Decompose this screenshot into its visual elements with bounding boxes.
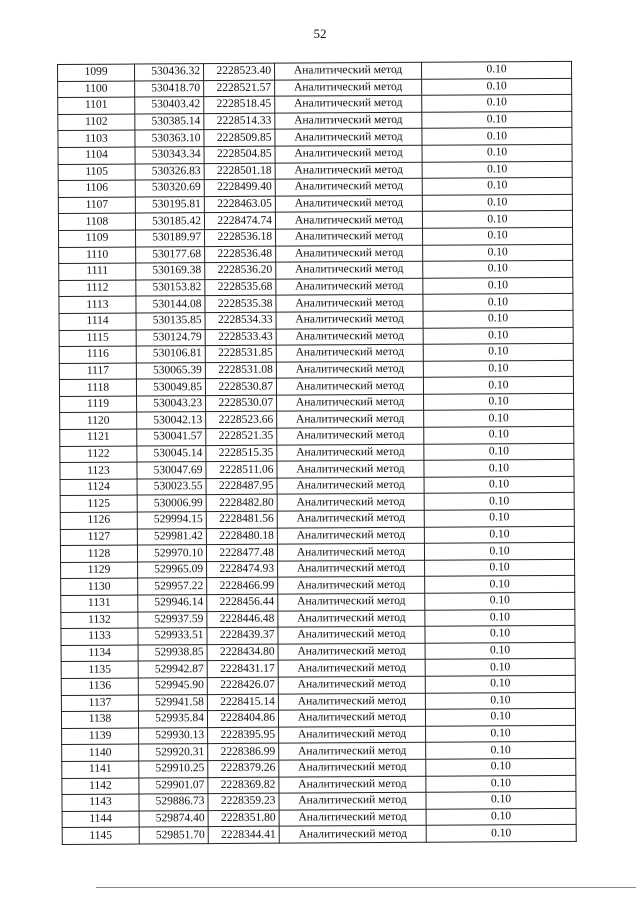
point-number-cell: 1116: [59, 346, 136, 363]
method-cell: Аналитический метод: [276, 278, 423, 295]
method-cell: Аналитический метод: [275, 195, 422, 212]
accuracy-cell: 0.10: [426, 791, 576, 809]
point-number-cell: 1123: [60, 462, 137, 479]
method-cell: Аналитический метод: [278, 577, 425, 594]
method-cell: Аналитический метод: [277, 510, 424, 527]
x-coordinate-cell: 529981.42: [137, 528, 206, 545]
y-coordinate-cell: 2228514.33: [204, 113, 275, 130]
accuracy-cell: 0.10: [423, 260, 573, 278]
method-cell: Аналитический метод: [276, 295, 423, 312]
point-number-cell: 1131: [61, 595, 138, 612]
x-coordinate-cell: 530177.68: [136, 246, 205, 263]
method-cell: Аналитический метод: [278, 709, 425, 726]
x-coordinate-cell: 530023.55: [137, 478, 206, 495]
point-number-cell: 1141: [62, 761, 139, 778]
method-cell: Аналитический метод: [277, 394, 424, 411]
point-number-cell: 1143: [62, 794, 139, 811]
point-number-cell: 1104: [58, 147, 135, 164]
x-coordinate-cell: 530006.99: [137, 495, 206, 512]
point-number-cell: 1142: [62, 778, 139, 795]
accuracy-cell: 0.10: [425, 609, 575, 627]
point-number-cell: 1120: [60, 412, 137, 429]
x-coordinate-cell: 530363.10: [135, 130, 204, 147]
point-number-cell: 1107: [58, 197, 135, 214]
method-cell: Аналитический метод: [278, 593, 425, 610]
x-coordinate-cell: 530320.69: [135, 180, 204, 197]
x-coordinate-cell: 529933.51: [138, 628, 207, 645]
point-number-cell: 1125: [60, 495, 137, 512]
method-cell: Аналитический метод: [276, 261, 423, 278]
method-cell: Аналитический метод: [276, 228, 423, 245]
accuracy-cell: 0.10: [425, 675, 575, 693]
point-number-cell: 1112: [59, 280, 136, 297]
accuracy-cell: 0.10: [424, 526, 574, 544]
x-coordinate-cell: 530144.08: [136, 296, 205, 313]
accuracy-cell: 0.10: [422, 178, 572, 196]
method-cell: Аналитический метод: [278, 643, 425, 660]
x-coordinate-cell: 530436.32: [135, 64, 204, 81]
accuracy-cell: 0.10: [425, 592, 575, 610]
y-coordinate-cell: 2228474.74: [204, 213, 275, 230]
y-coordinate-cell: 2228404.86: [207, 710, 278, 727]
point-number-cell: 1099: [58, 64, 135, 81]
point-number-cell: 1121: [60, 429, 137, 446]
y-coordinate-cell: 2228344.41: [208, 826, 279, 843]
accuracy-cell: 0.10: [423, 294, 573, 312]
method-cell: Аналитический метод: [277, 427, 424, 444]
point-number-cell: 1113: [59, 296, 136, 313]
point-number-cell: 1124: [60, 479, 137, 496]
x-coordinate-cell: 530106.81: [136, 346, 205, 363]
accuracy-cell: 0.10: [425, 642, 575, 660]
accuracy-cell: 0.10: [424, 493, 574, 511]
accuracy-cell: 0.10: [424, 543, 574, 561]
x-coordinate-cell: 530065.39: [136, 362, 205, 379]
x-coordinate-cell: 530418.70: [135, 80, 204, 97]
point-number-cell: 1126: [60, 512, 137, 529]
method-cell: Аналитический метод: [276, 378, 423, 395]
y-coordinate-cell: 2228504.85: [204, 146, 275, 163]
x-coordinate-cell: 529965.09: [138, 561, 207, 578]
x-coordinate-cell: 530047.69: [137, 462, 206, 479]
accuracy-cell: 0.10: [422, 194, 572, 212]
accuracy-cell: 0.10: [425, 626, 575, 644]
point-number-cell: 1111: [59, 263, 136, 280]
accuracy-cell: 0.10: [424, 509, 574, 527]
point-number-cell: 1109: [59, 230, 136, 247]
accuracy-cell: 0.10: [424, 476, 574, 494]
x-coordinate-cell: 530153.82: [136, 279, 205, 296]
x-coordinate-cell: 530195.81: [135, 196, 204, 213]
y-coordinate-cell: 2228395.95: [208, 727, 279, 744]
accuracy-cell: 0.10: [423, 360, 573, 378]
accuracy-cell: 0.10: [426, 758, 576, 776]
y-coordinate-cell: 2228456.44: [207, 594, 278, 611]
y-coordinate-cell: 2228415.14: [207, 694, 278, 711]
method-cell: Аналитический метод: [275, 129, 422, 146]
method-cell: Аналитический метод: [274, 62, 421, 79]
accuracy-cell: 0.10: [424, 426, 574, 444]
y-coordinate-cell: 2228439.37: [207, 627, 278, 644]
y-coordinate-cell: 2228474.93: [207, 561, 278, 578]
method-cell: Аналитический метод: [277, 411, 424, 428]
point-number-cell: 1133: [61, 628, 138, 645]
accuracy-cell: 0.10: [425, 576, 575, 594]
x-coordinate-cell: 530385.14: [135, 113, 204, 130]
point-number-cell: 1140: [62, 744, 139, 761]
x-coordinate-cell: 530041.57: [137, 429, 206, 446]
x-coordinate-cell: 529941.58: [138, 694, 207, 711]
y-coordinate-cell: 2228359.23: [208, 793, 279, 810]
page-number: 52: [313, 26, 327, 41]
point-number-cell: 1101: [58, 97, 135, 114]
x-coordinate-cell: 529945.90: [138, 678, 207, 695]
accuracy-cell: 0.10: [423, 377, 573, 395]
y-coordinate-cell: 2228434.80: [207, 644, 278, 661]
method-cell: Аналитический метод: [278, 626, 425, 643]
accuracy-cell: 0.10: [425, 559, 575, 577]
x-coordinate-cell: 530124.79: [136, 329, 205, 346]
point-number-cell: 1108: [58, 213, 135, 230]
y-coordinate-cell: 2228535.38: [205, 295, 276, 312]
y-coordinate-cell: 2228480.18: [206, 528, 277, 545]
accuracy-cell: 0.10: [422, 128, 572, 146]
method-cell: Аналитический метод: [278, 693, 425, 710]
method-cell: Аналитический метод: [277, 543, 424, 560]
point-number-cell: 1115: [59, 330, 136, 347]
accuracy-cell: 0.10: [422, 78, 572, 96]
x-coordinate-cell: 530185.42: [135, 213, 204, 230]
y-coordinate-cell: 2228386.99: [208, 744, 279, 761]
y-coordinate-cell: 2228463.05: [204, 196, 275, 213]
accuracy-cell: 0.10: [423, 277, 573, 295]
method-cell: Аналитический метод: [277, 494, 424, 511]
x-coordinate-cell: 529946.14: [138, 595, 207, 612]
coordinates-table: [57, 61, 577, 845]
y-coordinate-cell: 2228515.35: [206, 445, 277, 462]
point-number-cell: 1117: [59, 363, 136, 380]
y-coordinate-cell: 2228509.85: [204, 130, 275, 147]
accuracy-cell: 0.10: [424, 460, 574, 478]
x-coordinate-cell: 529910.25: [139, 761, 208, 778]
bottom-rule: [96, 887, 636, 888]
accuracy-cell: 0.10: [422, 211, 572, 229]
method-cell: Аналитический метод: [275, 79, 422, 96]
accuracy-cell: 0.10: [426, 825, 576, 843]
method-cell: Аналитический метод: [279, 776, 426, 793]
accuracy-cell: 0.10: [423, 310, 573, 328]
point-number-cell: 1102: [58, 114, 135, 131]
table-row: [62, 825, 576, 845]
point-number-cell: 1114: [59, 313, 136, 330]
point-number-cell: 1127: [60, 529, 137, 546]
accuracy-cell: 0.10: [426, 742, 576, 760]
accuracy-cell: 0.10: [425, 692, 575, 710]
accuracy-cell: 0.10: [424, 393, 574, 411]
y-coordinate-cell: 2228487.95: [206, 478, 277, 495]
accuracy-cell: 0.10: [426, 725, 576, 743]
method-cell: Аналитический метод: [277, 527, 424, 544]
x-coordinate-cell: 530135.85: [136, 313, 205, 330]
method-cell: Аналитический метод: [277, 444, 424, 461]
y-coordinate-cell: 2228530.07: [206, 395, 277, 412]
method-cell: Аналитический метод: [277, 477, 424, 494]
x-coordinate-cell: 530045.14: [137, 445, 206, 462]
y-coordinate-cell: 2228536.20: [205, 262, 276, 279]
y-coordinate-cell: 2228369.82: [208, 777, 279, 794]
y-coordinate-cell: 2228511.06: [206, 461, 277, 478]
method-cell: Аналитический метод: [276, 245, 423, 262]
point-number-cell: 1105: [58, 164, 135, 181]
y-coordinate-cell: 2228431.17: [207, 661, 278, 678]
point-number-cell: 1139: [62, 728, 139, 745]
point-number-cell: 1136: [61, 678, 138, 695]
y-coordinate-cell: 2228530.87: [205, 378, 276, 395]
accuracy-cell: 0.10: [421, 61, 571, 79]
y-coordinate-cell: 2228379.26: [208, 760, 279, 777]
x-coordinate-cell: 530343.34: [135, 147, 204, 164]
method-cell: Аналитический метод: [276, 328, 423, 345]
y-coordinate-cell: 2228523.66: [206, 412, 277, 429]
x-coordinate-cell: 529901.07: [139, 777, 208, 794]
x-coordinate-cell: 529970.10: [137, 545, 206, 562]
method-cell: Аналитический метод: [278, 610, 425, 627]
y-coordinate-cell: 2228534.33: [205, 312, 276, 329]
y-coordinate-cell: 2228481.56: [206, 511, 277, 528]
x-coordinate-cell: 529935.84: [138, 711, 207, 728]
y-coordinate-cell: 2228477.48: [206, 544, 277, 561]
point-number-cell: 1138: [61, 711, 138, 728]
point-number-cell: 1132: [61, 612, 138, 629]
method-cell: Аналитический метод: [275, 112, 422, 129]
point-number-cell: 1144: [62, 811, 139, 828]
accuracy-cell: 0.10: [425, 659, 575, 677]
point-number-cell: 1106: [58, 180, 135, 197]
accuracy-cell: 0.10: [422, 95, 572, 113]
accuracy-cell: 0.10: [426, 775, 576, 793]
point-number-cell: 1134: [61, 645, 138, 662]
method-cell: Аналитический метод: [279, 826, 426, 843]
method-cell: Аналитический метод: [275, 178, 422, 195]
x-coordinate-cell: 529851.70: [139, 827, 208, 844]
y-coordinate-cell: 2228536.48: [205, 246, 276, 263]
method-cell: Аналитический метод: [279, 792, 426, 809]
method-cell: Аналитический метод: [275, 95, 422, 112]
x-coordinate-cell: 530169.38: [136, 263, 205, 280]
method-cell: Аналитический метод: [277, 461, 424, 478]
point-number-cell: 1100: [58, 81, 135, 98]
method-cell: Аналитический метод: [276, 361, 423, 378]
accuracy-cell: 0.10: [423, 244, 573, 262]
coordinates-table-body: [58, 61, 577, 844]
accuracy-cell: 0.10: [423, 227, 573, 245]
x-coordinate-cell: 530049.85: [136, 379, 205, 396]
point-number-cell: 1130: [61, 578, 138, 595]
y-coordinate-cell: 2228482.80: [206, 495, 277, 512]
accuracy-cell: 0.10: [422, 161, 572, 179]
x-coordinate-cell: 530189.97: [136, 230, 205, 247]
method-cell: Аналитический метод: [278, 660, 425, 677]
accuracy-cell: 0.10: [422, 111, 572, 129]
point-number-cell: 1137: [61, 695, 138, 712]
point-number-cell: 1110: [59, 247, 136, 264]
y-coordinate-cell: 2228499.40: [204, 179, 275, 196]
y-coordinate-cell: 2228466.99: [207, 578, 278, 595]
x-coordinate-cell: 529942.87: [138, 661, 207, 678]
x-coordinate-cell: 530043.23: [137, 395, 206, 412]
point-number-cell: 1118: [59, 379, 136, 396]
accuracy-cell: 0.10: [426, 808, 576, 826]
method-cell: Аналитический метод: [279, 809, 426, 826]
x-coordinate-cell: 529886.73: [139, 794, 208, 811]
y-coordinate-cell: 2228501.18: [204, 163, 275, 180]
method-cell: Аналитический метод: [275, 145, 422, 162]
accuracy-cell: 0.10: [424, 443, 574, 461]
y-coordinate-cell: 2228523.40: [204, 63, 275, 80]
method-cell: Аналитический метод: [279, 743, 426, 760]
x-coordinate-cell: 529874.40: [139, 810, 208, 827]
accuracy-cell: 0.10: [425, 709, 575, 727]
y-coordinate-cell: 2228521.57: [204, 80, 275, 97]
accuracy-cell: 0.10: [424, 410, 574, 428]
y-coordinate-cell: 2228426.07: [207, 677, 278, 694]
point-number-cell: 1122: [60, 446, 137, 463]
method-cell: Аналитический метод: [278, 560, 425, 577]
x-coordinate-cell: 530403.42: [135, 97, 204, 114]
x-coordinate-cell: 529930.13: [139, 727, 208, 744]
method-cell: Аналитический метод: [279, 759, 426, 776]
method-cell: Аналитический метод: [275, 162, 422, 179]
y-coordinate-cell: 2228351.80: [208, 810, 279, 827]
y-coordinate-cell: 2228531.08: [205, 362, 276, 379]
y-coordinate-cell: 2228518.45: [204, 96, 275, 113]
y-coordinate-cell: 2228531.85: [205, 345, 276, 362]
point-number-cell: 1119: [60, 396, 137, 413]
x-coordinate-cell: 529937.59: [138, 611, 207, 628]
accuracy-cell: 0.10: [422, 144, 572, 162]
method-cell: Аналитический метод: [276, 311, 423, 328]
point-number-cell: 1135: [61, 661, 138, 678]
method-cell: Аналитический метод: [278, 676, 425, 693]
y-coordinate-cell: 2228536.18: [205, 229, 276, 246]
x-coordinate-cell: 529957.22: [138, 578, 207, 595]
method-cell: Аналитический метод: [275, 212, 422, 229]
accuracy-cell: 0.10: [423, 343, 573, 361]
y-coordinate-cell: 2228533.43: [205, 329, 276, 346]
point-number-cell: 1128: [60, 545, 137, 562]
point-number-cell: 1145: [62, 827, 139, 844]
method-cell: Аналитический метод: [276, 344, 423, 361]
y-coordinate-cell: 2228446.48: [207, 611, 278, 628]
accuracy-cell: 0.10: [423, 327, 573, 345]
point-number-cell: 1103: [58, 130, 135, 147]
point-number-cell: 1129: [61, 562, 138, 579]
x-coordinate-cell: 529994.15: [137, 512, 206, 529]
y-coordinate-cell: 2228521.35: [206, 428, 277, 445]
y-coordinate-cell: 2228535.68: [205, 279, 276, 296]
x-coordinate-cell: 529920.31: [139, 744, 208, 761]
method-cell: Аналитический метод: [279, 726, 426, 743]
x-coordinate-cell: 530042.13: [137, 412, 206, 429]
x-coordinate-cell: 529938.85: [138, 644, 207, 661]
x-coordinate-cell: 530326.83: [135, 163, 204, 180]
